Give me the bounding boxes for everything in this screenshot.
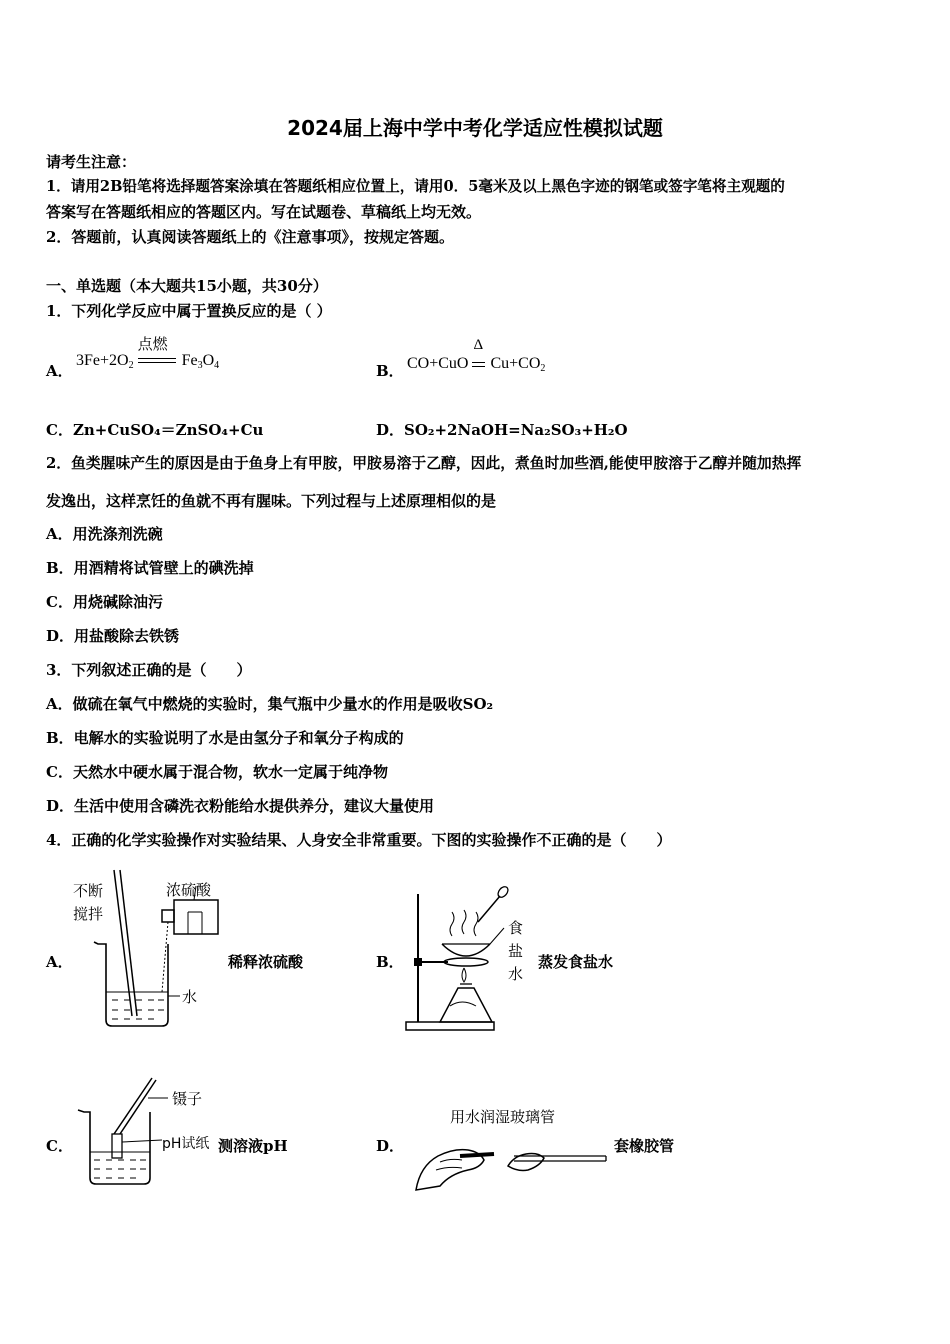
q4-option-d-caption: 套橡胶管 — [614, 1137, 675, 1155]
q2-option-b: B．用酒精将试管壁上的碘洗掉 — [46, 559, 254, 577]
notice-heading: 请考生注意： — [46, 153, 137, 171]
fig-a-label-stir-1: 不断 — [73, 882, 104, 900]
fig-c-label-tweezers: 镊子 — [172, 1090, 203, 1108]
q1-option-d: D．SO₂+2NaOH=Na₂SO₃+H₂O — [376, 421, 628, 439]
q1-a-rhs: Fe — [181, 352, 198, 369]
q1-a-rhs-sub1: 3 — [197, 360, 203, 371]
q1-option-a-label: A． — [46, 362, 73, 380]
fig-c-label-paper: pH试纸 — [162, 1136, 210, 1152]
q4-option-c-caption: 测溶液pH — [218, 1137, 288, 1155]
q1-option-b-equation — [407, 337, 546, 374]
q1-option-c: C．Zn+CuSO₄＝ZnSO₄+Cu — [46, 421, 264, 439]
q2-option-c: C．用烧碱除油污 — [46, 593, 163, 611]
page-title: 2024届上海中学中考化学适应性模拟试题 — [287, 116, 663, 140]
fig-a-label-stir-2: 搅拌 — [73, 905, 104, 923]
q1-b-rhs-sub: 2 — [540, 363, 546, 374]
q1-b-condition: Δ — [473, 337, 484, 354]
fig-a-label-water: 水 — [182, 988, 198, 1006]
q3-stem: 3．下列叙述正确的是（ ） — [46, 661, 252, 679]
q3-option-a: A．做硫在氧气中燃烧的实验时，集气瓶中少量水的作用是吸收SO₂ — [46, 695, 494, 713]
q1-option-b-label: B． — [376, 362, 404, 380]
q1-a-condition: 点燃 — [137, 335, 168, 354]
q1-b-rhs: Cu+CO — [490, 355, 541, 372]
q1-a-arrow — [137, 335, 178, 369]
q4-stem: 4．正确的化学实验操作对实验结果、人身安全非常重要。下图的实验操作不正确的是（ ） — [46, 831, 672, 849]
fig-b-label-2: 盐 — [508, 942, 524, 960]
rubber-tube-figure — [410, 1126, 610, 1196]
q3-option-d: D．生活中使用含磷洗衣粉能给水提供养分，建议大量使用 — [46, 797, 435, 815]
q2-option-a: A．用洗涤剂洗碗 — [46, 525, 163, 543]
q4-option-c-label: C． — [46, 1137, 73, 1155]
q1-a-lhs-sub: 2 — [128, 360, 134, 371]
fig-d-label-title: 用水润湿玻璃管 — [450, 1108, 556, 1126]
q2-stem-2: 发逸出，这样烹饪的鱼就不再有腥味。下列过程与上述原理相似的是 — [46, 492, 497, 510]
q1-a-lhs: 3Fe+2O — [76, 352, 129, 369]
section-heading: 一、单选题（本大题共15小题，共30分） — [46, 277, 328, 295]
q4-option-b-label: B． — [376, 953, 404, 971]
q2-option-d: D．用盐酸除去铁锈 — [46, 627, 180, 645]
fig-a-label-acid: 浓硫酸 — [166, 881, 212, 899]
q1-a-rhs-sub2: 4 — [214, 360, 220, 371]
q4-option-d-label: D． — [376, 1137, 405, 1155]
q4-option-b-caption: 蒸发食盐水 — [538, 953, 614, 971]
q4-option-a-label: A． — [46, 953, 73, 971]
q4-option-a-caption: 稀释浓硫酸 — [228, 953, 304, 971]
q1-option-a-equation — [76, 335, 220, 371]
q1-stem: 1．下列化学反应中属于置换反应的是（ ） — [46, 302, 332, 320]
q2-stem-1: 2．鱼类腥味产生的原因是由于鱼身上有甲胺，甲胺易溶于乙醇，因此，煮鱼时加些酒,能使甲胺溶于乙醇并随加热挥 — [46, 455, 802, 472]
q1-a-rhs-mid: O — [202, 352, 215, 369]
q1-b-arrow — [472, 337, 486, 372]
notice-line-1: 1．请用2B铅笔将选择题答案涂填在答题纸相应位置上，请用0．5毫米及以上黑色字迹的钢笔或签字笔将主观题的 — [46, 178, 785, 195]
fig-b-label-3: 水 — [508, 965, 524, 983]
notice-line-1b: 答案写在答题纸相应的答题区内。写在试题卷、草稿纸上均无效。 — [46, 203, 482, 221]
q1-b-lhs: CO+CuO — [407, 355, 469, 372]
q3-option-c: C．天然水中硬水属于混合物，软水一定属于纯净物 — [46, 763, 388, 781]
notice-line-2: 2．答题前，认真阅读答题纸上的《注意事项》，按规定答题。 — [46, 228, 454, 246]
fig-b-label-1: 食 — [508, 919, 524, 937]
q3-option-b: B．电解水的实验说明了水是由氢分子和氧分子构成的 — [46, 729, 404, 747]
